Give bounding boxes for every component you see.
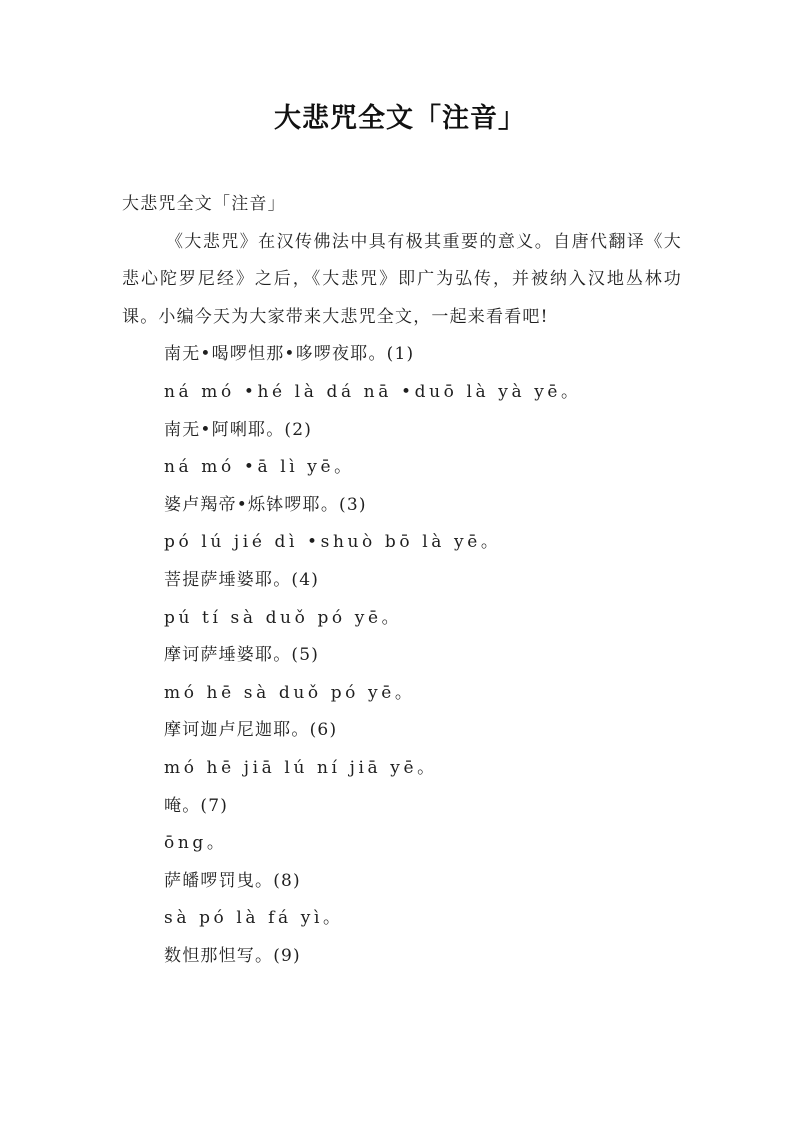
- pinyin-line: sà pó là fá yì。: [164, 908, 344, 929]
- document-body: [122, 186, 682, 975]
- mantra-verse-list: [122, 336, 682, 975]
- pinyin-line: ná mó •ā lì yē。: [164, 457, 355, 478]
- chinese-verse-line: 唵。(7): [164, 795, 229, 816]
- document-title: 大悲咒全文「注音」: [274, 103, 526, 134]
- chinese-verse-line: 萨皤啰罚曳。(8): [164, 870, 301, 891]
- pinyin-line: ōng。: [164, 833, 228, 854]
- chinese-verse-line: 菩提萨埵婆耶。(4): [164, 569, 320, 590]
- chinese-verse-line: 摩诃萨埵婆耶。(5): [164, 645, 320, 666]
- pinyin-line: pó lú jié dì •shuò bō là yē。: [164, 532, 502, 553]
- pinyin-line: ná mó •hé là dá nā •duō là yà yē。: [164, 381, 582, 402]
- intro-paragraph: 《大悲咒》在汉传佛法中具有极其重要的意义。自唐代翻译《大悲心陀罗尼经》之后，《大悲咒》即广为弘传，并被纳入汉地丛林功课。小编今天为大家带来大悲咒全文，一起来看看吧!: [122, 231, 682, 327]
- chinese-verse-line: 南无•喝啰怛那•哆啰夜耶。(1): [164, 344, 415, 365]
- chinese-verse-line: 数怛那怛写。(9): [164, 945, 301, 966]
- chinese-verse-line: 摩诃迦卢尼迦耶。(6): [164, 720, 338, 741]
- pinyin-line: mó hē sà duǒ pó yē。: [164, 682, 416, 703]
- chinese-verse-line: 婆卢羯帝•烁钵啰耶。(3): [164, 494, 367, 515]
- chinese-verse-line: 南无•阿唎耶。(2): [164, 419, 313, 440]
- section-subtitle: 大悲咒全文「注音」: [122, 194, 286, 214]
- pinyin-line: mó hē jiā lú ní jiā yē。: [164, 757, 438, 778]
- pinyin-line: pú tí sà duǒ pó yē。: [164, 607, 403, 628]
